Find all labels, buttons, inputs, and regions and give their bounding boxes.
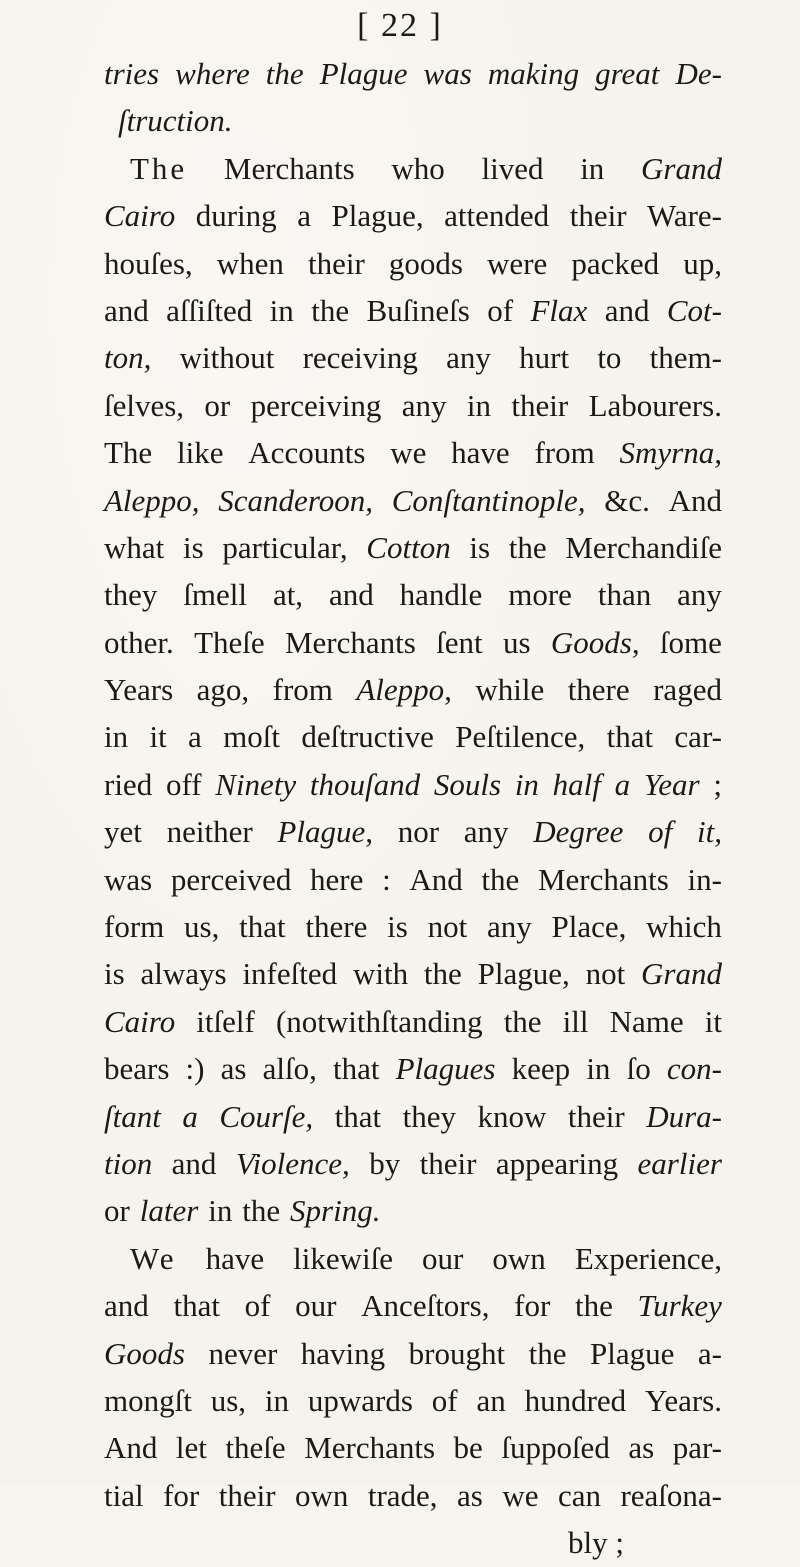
word: and	[604, 292, 650, 328]
word: in-	[687, 861, 722, 897]
word: in	[466, 387, 492, 423]
word: there	[567, 672, 630, 708]
word: likewiſe	[293, 1240, 393, 1276]
word: is	[104, 956, 125, 992]
word: receiving	[302, 340, 418, 376]
word: ſo	[626, 1051, 651, 1087]
text-line	[104, 1424, 722, 1471]
word: keep	[511, 1051, 571, 1087]
word: with	[352, 956, 409, 992]
word: Conſtantinople,	[391, 482, 586, 518]
text-line	[104, 1472, 722, 1519]
text-line	[104, 1282, 722, 1329]
word: and	[104, 292, 149, 328]
word: or	[204, 387, 231, 423]
word: (notwithſtanding	[275, 1003, 483, 1039]
word: Turkey	[637, 1288, 722, 1324]
text-line	[104, 761, 722, 808]
word: Smyrna,	[619, 435, 722, 471]
word: that	[173, 1288, 220, 1324]
word: a-	[697, 1335, 722, 1371]
word: Merchants	[223, 150, 355, 186]
word: that	[332, 1051, 380, 1087]
word: was	[104, 861, 153, 897]
text-line	[104, 619, 722, 666]
word: of	[244, 1288, 271, 1324]
word: Years	[104, 672, 174, 708]
word: Souls	[433, 766, 502, 802]
word: and	[328, 577, 374, 613]
word: it	[149, 719, 167, 755]
word: their	[218, 1477, 276, 1513]
text-line	[104, 713, 722, 760]
word: any	[401, 387, 447, 423]
word: Peſtilence,	[455, 719, 586, 755]
word: that	[606, 719, 654, 755]
word: the	[503, 1003, 542, 1039]
word: handle	[399, 577, 483, 613]
word: earlier	[637, 1145, 722, 1181]
text-line	[104, 950, 722, 997]
word: in	[264, 1382, 290, 1418]
text-line	[104, 429, 722, 476]
word: Plague	[589, 1335, 675, 1371]
text-line	[104, 903, 722, 950]
text-line	[104, 477, 722, 524]
word: reaſona-	[620, 1477, 722, 1513]
word: not	[427, 909, 468, 945]
word: Plague,	[331, 198, 424, 234]
word: our	[295, 1288, 337, 1324]
text-line	[104, 1235, 722, 1282]
word: form	[104, 909, 165, 945]
word: con-	[666, 1051, 722, 1087]
word: Grand	[641, 150, 722, 186]
word: a	[297, 198, 311, 234]
word: to	[597, 340, 622, 376]
word: as	[220, 1051, 247, 1087]
word: any	[486, 909, 532, 945]
word: ried	[104, 766, 153, 802]
word: tion	[104, 1145, 153, 1181]
word: while	[475, 672, 545, 708]
catchword	[104, 1519, 722, 1566]
word: it	[704, 1003, 722, 1039]
word: Years.	[645, 1382, 722, 1418]
word: making	[487, 56, 580, 91]
word: &c.	[604, 482, 650, 518]
word: ſome	[659, 624, 722, 660]
word: their	[308, 245, 365, 281]
word: attended	[444, 198, 550, 234]
word: And	[668, 482, 722, 518]
word: own	[294, 1477, 349, 1513]
word: our	[422, 1240, 464, 1276]
word: is	[182, 529, 204, 565]
word: Name	[609, 1003, 684, 1039]
word: nor	[397, 814, 440, 850]
text-line	[104, 856, 722, 903]
word: when	[216, 245, 284, 281]
word: an	[476, 1382, 506, 1418]
word: Experience,	[574, 1240, 722, 1276]
word: mongſt	[104, 1382, 192, 1418]
word: Merchants	[304, 1430, 436, 1466]
word: never	[208, 1335, 278, 1371]
text-line	[104, 1377, 722, 1424]
word: We	[130, 1240, 177, 1276]
catchword-text: bly ;	[568, 1525, 624, 1561]
word: Scanderoon,	[218, 482, 373, 518]
word: ſelves,	[104, 387, 185, 423]
word: ſent	[436, 624, 483, 660]
word: at,	[272, 577, 304, 613]
word: where	[175, 56, 250, 91]
word: a	[182, 1098, 198, 1134]
word: hundred	[524, 1382, 627, 1418]
word: for	[514, 1288, 551, 1324]
word: ;	[713, 766, 722, 802]
word: Goods,	[550, 624, 640, 660]
word: And	[104, 1430, 158, 1466]
word: packed	[571, 245, 660, 281]
word: car-	[674, 719, 722, 755]
word: in	[586, 1051, 611, 1087]
word: for	[163, 1477, 200, 1513]
word: tries	[104, 56, 160, 91]
word: De-	[675, 56, 722, 91]
word: ſtant	[104, 1098, 161, 1134]
word: there	[305, 909, 368, 945]
word: neither	[166, 814, 253, 850]
word: in	[514, 766, 539, 802]
text-line	[104, 1045, 722, 1092]
word: yet	[104, 814, 142, 850]
word: thouſand	[309, 766, 421, 802]
word: moſt	[223, 719, 280, 755]
word: what	[104, 529, 165, 565]
word: Merchants	[537, 861, 669, 897]
word: particular,	[222, 529, 348, 565]
word: off	[165, 766, 202, 802]
word: Merchandiſe	[565, 529, 722, 565]
word: Cairo	[104, 198, 176, 234]
word: goods	[388, 245, 463, 281]
word: we	[502, 1477, 539, 1513]
word: that	[239, 909, 286, 945]
text-line	[104, 192, 722, 239]
word: and	[104, 1288, 149, 1324]
word: which	[646, 909, 722, 945]
word: and	[171, 1145, 217, 1181]
word: as	[628, 1430, 655, 1466]
word: have	[451, 435, 510, 471]
word: them-	[649, 340, 722, 376]
word: great	[595, 56, 660, 91]
text-line	[104, 808, 722, 855]
word: have	[205, 1240, 265, 1276]
word: other.	[104, 624, 174, 660]
body-text	[104, 50, 722, 1567]
word: is	[469, 529, 491, 565]
word: Flax	[530, 292, 588, 328]
text-line	[104, 1187, 722, 1234]
word: the	[528, 1335, 567, 1371]
page-number: [ 22 ]	[357, 7, 443, 44]
word: ton,	[104, 340, 152, 376]
word: their	[511, 387, 569, 423]
word: more	[508, 577, 572, 613]
word: :	[382, 861, 391, 897]
word: any	[463, 814, 509, 850]
word: here	[310, 861, 364, 897]
word: we	[390, 435, 427, 471]
word: Ninety	[215, 766, 297, 802]
word: can	[557, 1477, 601, 1513]
word: itſelf	[196, 1003, 255, 1039]
word: it,	[696, 814, 722, 850]
word: of	[648, 814, 673, 850]
word: Spring.	[290, 1193, 381, 1229]
word: Plague,	[277, 814, 373, 850]
word: ill	[562, 1003, 589, 1039]
word: perceived	[170, 861, 292, 897]
word: ſmell	[183, 577, 248, 613]
word: infeſted	[242, 956, 338, 992]
word: The	[130, 150, 188, 186]
word: aſſiſted	[166, 292, 253, 328]
word: half	[552, 766, 601, 802]
word: Anceſtors,	[361, 1288, 490, 1324]
word: the	[574, 1288, 613, 1324]
word: Grand	[641, 956, 722, 992]
word: Goods	[104, 1335, 185, 1371]
word: raged	[653, 672, 722, 708]
word: us	[502, 624, 531, 660]
word: theſe	[225, 1430, 286, 1466]
word: from	[534, 435, 595, 471]
word: hurt	[519, 340, 570, 376]
text-line	[104, 382, 722, 429]
word: ſuppoſed	[501, 1430, 610, 1466]
word: Violence,	[235, 1145, 350, 1181]
word: Merchants	[284, 624, 416, 660]
word: lived	[481, 150, 544, 186]
word: in	[580, 150, 605, 186]
word: Labourers.	[588, 387, 722, 423]
text-line	[104, 287, 722, 334]
word: appearing	[495, 1145, 619, 1181]
word: know	[477, 1098, 547, 1134]
word: they	[104, 577, 158, 613]
word: having	[300, 1335, 386, 1371]
word: perceiving	[250, 387, 382, 423]
word: tial	[104, 1477, 144, 1513]
word: they	[402, 1098, 457, 1134]
text-line	[104, 334, 722, 381]
word: us,	[184, 909, 220, 945]
word: the	[508, 529, 547, 565]
word: Cotton	[366, 529, 451, 565]
word: Theſe	[194, 624, 265, 660]
word: later	[139, 1193, 199, 1229]
word: us,	[210, 1382, 247, 1418]
word: from	[272, 672, 333, 708]
word: Plague,	[477, 956, 570, 992]
word: any	[677, 577, 722, 613]
text-line	[104, 145, 722, 192]
word: is	[387, 909, 408, 945]
word: in	[208, 1193, 233, 1229]
word: the	[423, 956, 462, 992]
word: trade,	[367, 1477, 438, 1513]
word: always	[140, 956, 227, 992]
word: was	[423, 56, 472, 91]
text-line	[104, 524, 722, 571]
word: a	[614, 766, 631, 802]
word: Year	[643, 766, 700, 802]
word: let	[175, 1430, 207, 1466]
word: than	[597, 577, 652, 613]
text-line	[104, 1140, 722, 1187]
word: Dura-	[646, 1098, 722, 1134]
text-line	[104, 97, 722, 144]
word: brought	[408, 1335, 506, 1371]
text-line	[104, 998, 722, 1045]
word: Aleppo,	[104, 482, 200, 518]
word: deſtructive	[301, 719, 434, 755]
word: own	[492, 1240, 546, 1276]
word: their	[569, 198, 627, 234]
word: Plague	[319, 56, 408, 91]
text-line	[104, 240, 722, 287]
word: Place,	[551, 909, 627, 945]
word: ſtruction.	[118, 103, 233, 139]
text-line	[104, 571, 722, 618]
word: their	[419, 1145, 477, 1181]
word: without	[179, 340, 275, 376]
word: not	[585, 956, 626, 992]
word: up,	[683, 245, 722, 281]
word: upwards	[307, 1382, 413, 1418]
word: Cairo	[104, 1003, 176, 1039]
word: or	[104, 1193, 130, 1229]
word: Ware-	[647, 198, 722, 234]
text-line	[104, 1093, 722, 1140]
word: Buſineſs	[366, 292, 470, 328]
word: the	[242, 1193, 281, 1229]
word: the	[311, 292, 350, 328]
word: who	[391, 150, 445, 186]
word: any	[446, 340, 491, 376]
text-line	[104, 50, 722, 97]
word: alſo,	[262, 1051, 317, 1087]
word: a	[188, 719, 202, 755]
word: :)	[185, 1051, 205, 1087]
word: be	[453, 1430, 483, 1466]
word: the	[265, 56, 304, 91]
word: in	[269, 292, 294, 328]
word: Plagues	[395, 1051, 496, 1087]
word: like	[177, 435, 224, 471]
word: Courſe,	[219, 1098, 314, 1134]
word: Aleppo,	[356, 672, 452, 708]
word: were	[487, 245, 548, 281]
word: of	[431, 1382, 458, 1418]
word: that	[334, 1098, 382, 1134]
word: in	[104, 719, 129, 755]
word: And	[409, 861, 463, 897]
word: houſes,	[104, 245, 193, 281]
word: the	[481, 861, 520, 897]
word: of	[487, 292, 514, 328]
word: their	[567, 1098, 625, 1134]
word: The	[104, 435, 153, 471]
word: Accounts	[248, 435, 366, 471]
word: bears	[104, 1051, 170, 1087]
word: Cot-	[666, 292, 722, 328]
text-line	[104, 666, 722, 713]
word: by	[369, 1145, 401, 1181]
word: during	[195, 198, 277, 234]
word: par-	[672, 1430, 722, 1466]
text-line	[104, 1330, 722, 1377]
word: ago,	[196, 672, 250, 708]
word: as	[457, 1477, 483, 1513]
word: Degree	[533, 814, 624, 850]
